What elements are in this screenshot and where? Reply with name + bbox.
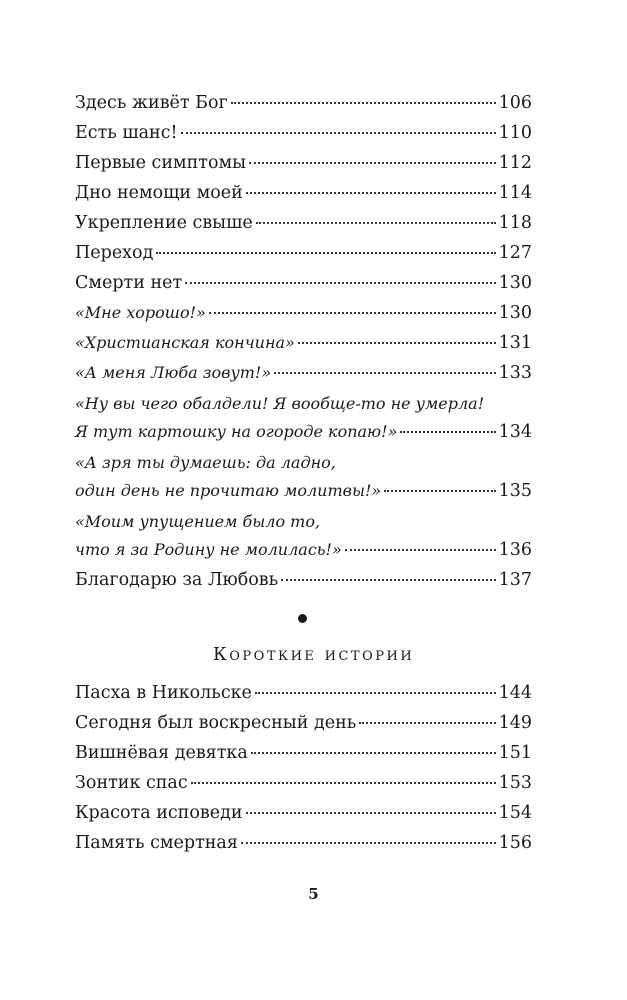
toc-list-main: [75, 88, 532, 595]
toc-entry[interactable]: [75, 178, 532, 208]
dot-leader: [255, 692, 496, 694]
toc-entry-title: Есть шанс!: [75, 123, 178, 143]
dot-leader: [281, 579, 495, 581]
dot-leader: [246, 192, 496, 194]
dot-leader: [359, 722, 495, 724]
toc-entry-page: 112: [498, 153, 532, 173]
toc-entry-title: Вишнёвая девятка: [75, 743, 248, 763]
toc-entry-page: 106: [498, 93, 532, 113]
toc-entry[interactable]: [75, 449, 532, 506]
dot-leader: [298, 342, 496, 344]
toc-entry[interactable]: [75, 678, 532, 708]
toc-entry[interactable]: [75, 268, 532, 298]
toc-entry-title: «А меня Люба зовут!»: [75, 363, 272, 382]
dot-leader: [241, 842, 496, 844]
toc-entry[interactable]: [75, 358, 532, 388]
toc-entry-title-line1: «Моим упущением было то,: [75, 512, 321, 531]
toc-entry[interactable]: [75, 118, 532, 148]
toc-entry-title: Дно немощи моей: [75, 183, 243, 203]
toc-entry-page: 133: [498, 363, 532, 383]
section-title: Короткие истории: [212, 644, 415, 665]
toc-entry-title-line1: «А зря ты думаешь: да ладно,: [75, 453, 336, 472]
toc-entry[interactable]: [75, 828, 532, 858]
toc-entry-title: Сегодня был воскресный день: [75, 713, 357, 733]
toc-entry-title: Первые симптомы: [75, 153, 247, 173]
toc-entry-page: 118: [498, 213, 532, 233]
toc-entry[interactable]: [75, 390, 532, 447]
toc-entry-page: 137: [498, 570, 532, 590]
toc-entry-page: 135: [498, 481, 532, 501]
toc-entry[interactable]: [75, 768, 532, 798]
dot-leader: [384, 490, 495, 492]
toc-entry-title: что я за Родину не молилась!»: [75, 540, 342, 559]
dot-leader: [181, 132, 496, 134]
dot-leader: [156, 252, 495, 254]
toc-entry-page: 156: [498, 833, 532, 853]
toc-entry-page: 153: [498, 773, 532, 793]
dot-leader: [400, 431, 495, 433]
toc-entry[interactable]: [75, 508, 532, 565]
toc-entry-title: Благодарю за Любовь: [75, 570, 279, 590]
toc-entry-title: Укрепление свыше: [75, 213, 253, 233]
toc-entry[interactable]: [75, 208, 532, 238]
toc-entry-page: 130: [498, 273, 532, 293]
toc-entry-title: «Мне хорошо!»: [75, 303, 206, 322]
toc-entry[interactable]: [75, 148, 532, 178]
toc-entry[interactable]: [75, 798, 532, 828]
dot-leader: [251, 752, 496, 754]
toc-entry-title: Переход: [75, 243, 154, 263]
toc-entry[interactable]: [75, 565, 532, 595]
toc-entry-title: «Христианская кончина»: [75, 333, 295, 352]
toc-entry[interactable]: [75, 738, 532, 768]
dot-leader: [345, 549, 496, 551]
toc-entry[interactable]: [75, 298, 532, 328]
dot-leader: [256, 222, 496, 224]
toc-entry-page: 144: [498, 683, 532, 703]
toc-list-short-stories: [75, 678, 532, 858]
page-number: 5: [308, 885, 319, 903]
toc-entry[interactable]: [75, 708, 532, 738]
toc-entry-page: 154: [498, 803, 532, 823]
dot-leader: [231, 102, 496, 104]
toc-entry-page: 131: [498, 333, 532, 353]
toc-entry-page: 110: [498, 123, 532, 143]
toc-entry-page: 149: [498, 713, 532, 733]
toc-entry-title: Я тут картошку на огороде копаю!»: [75, 422, 398, 441]
toc-entry-page: 151: [498, 743, 532, 763]
dot-leader: [246, 812, 496, 814]
toc-entry[interactable]: [75, 88, 532, 118]
toc-entry-page: 114: [498, 183, 532, 203]
toc-entry-page: 127: [498, 243, 532, 263]
toc-entry-title: Красота исповеди: [75, 803, 243, 823]
toc-entry-title: Здесь живёт Бог: [75, 93, 228, 113]
toc-entry-title: один день не прочитаю молитвы!»: [75, 481, 382, 500]
toc-entry-title: Пасха в Никольске: [75, 683, 252, 703]
dot-leader: [274, 372, 495, 374]
toc-entry[interactable]: [75, 238, 532, 268]
toc-entry-title: Смерти нет: [75, 273, 183, 293]
toc-entry-page: 130: [498, 303, 532, 323]
dot-leader: [249, 162, 496, 164]
section-separator-bullet: [298, 614, 307, 623]
dot-leader: [209, 312, 496, 314]
toc-entry-page: 136: [498, 540, 532, 560]
toc-entry-title: Память смертная: [75, 833, 238, 853]
toc-entry-title: Зонтик спас: [75, 773, 188, 793]
dot-leader: [191, 782, 496, 784]
toc-entry-title-line1: «Ну вы чего обалдели! Я вообще-то не умерла!: [75, 394, 485, 413]
dot-leader: [185, 282, 495, 284]
toc-entry[interactable]: [75, 328, 532, 358]
toc-entry-page: 134: [498, 422, 532, 442]
